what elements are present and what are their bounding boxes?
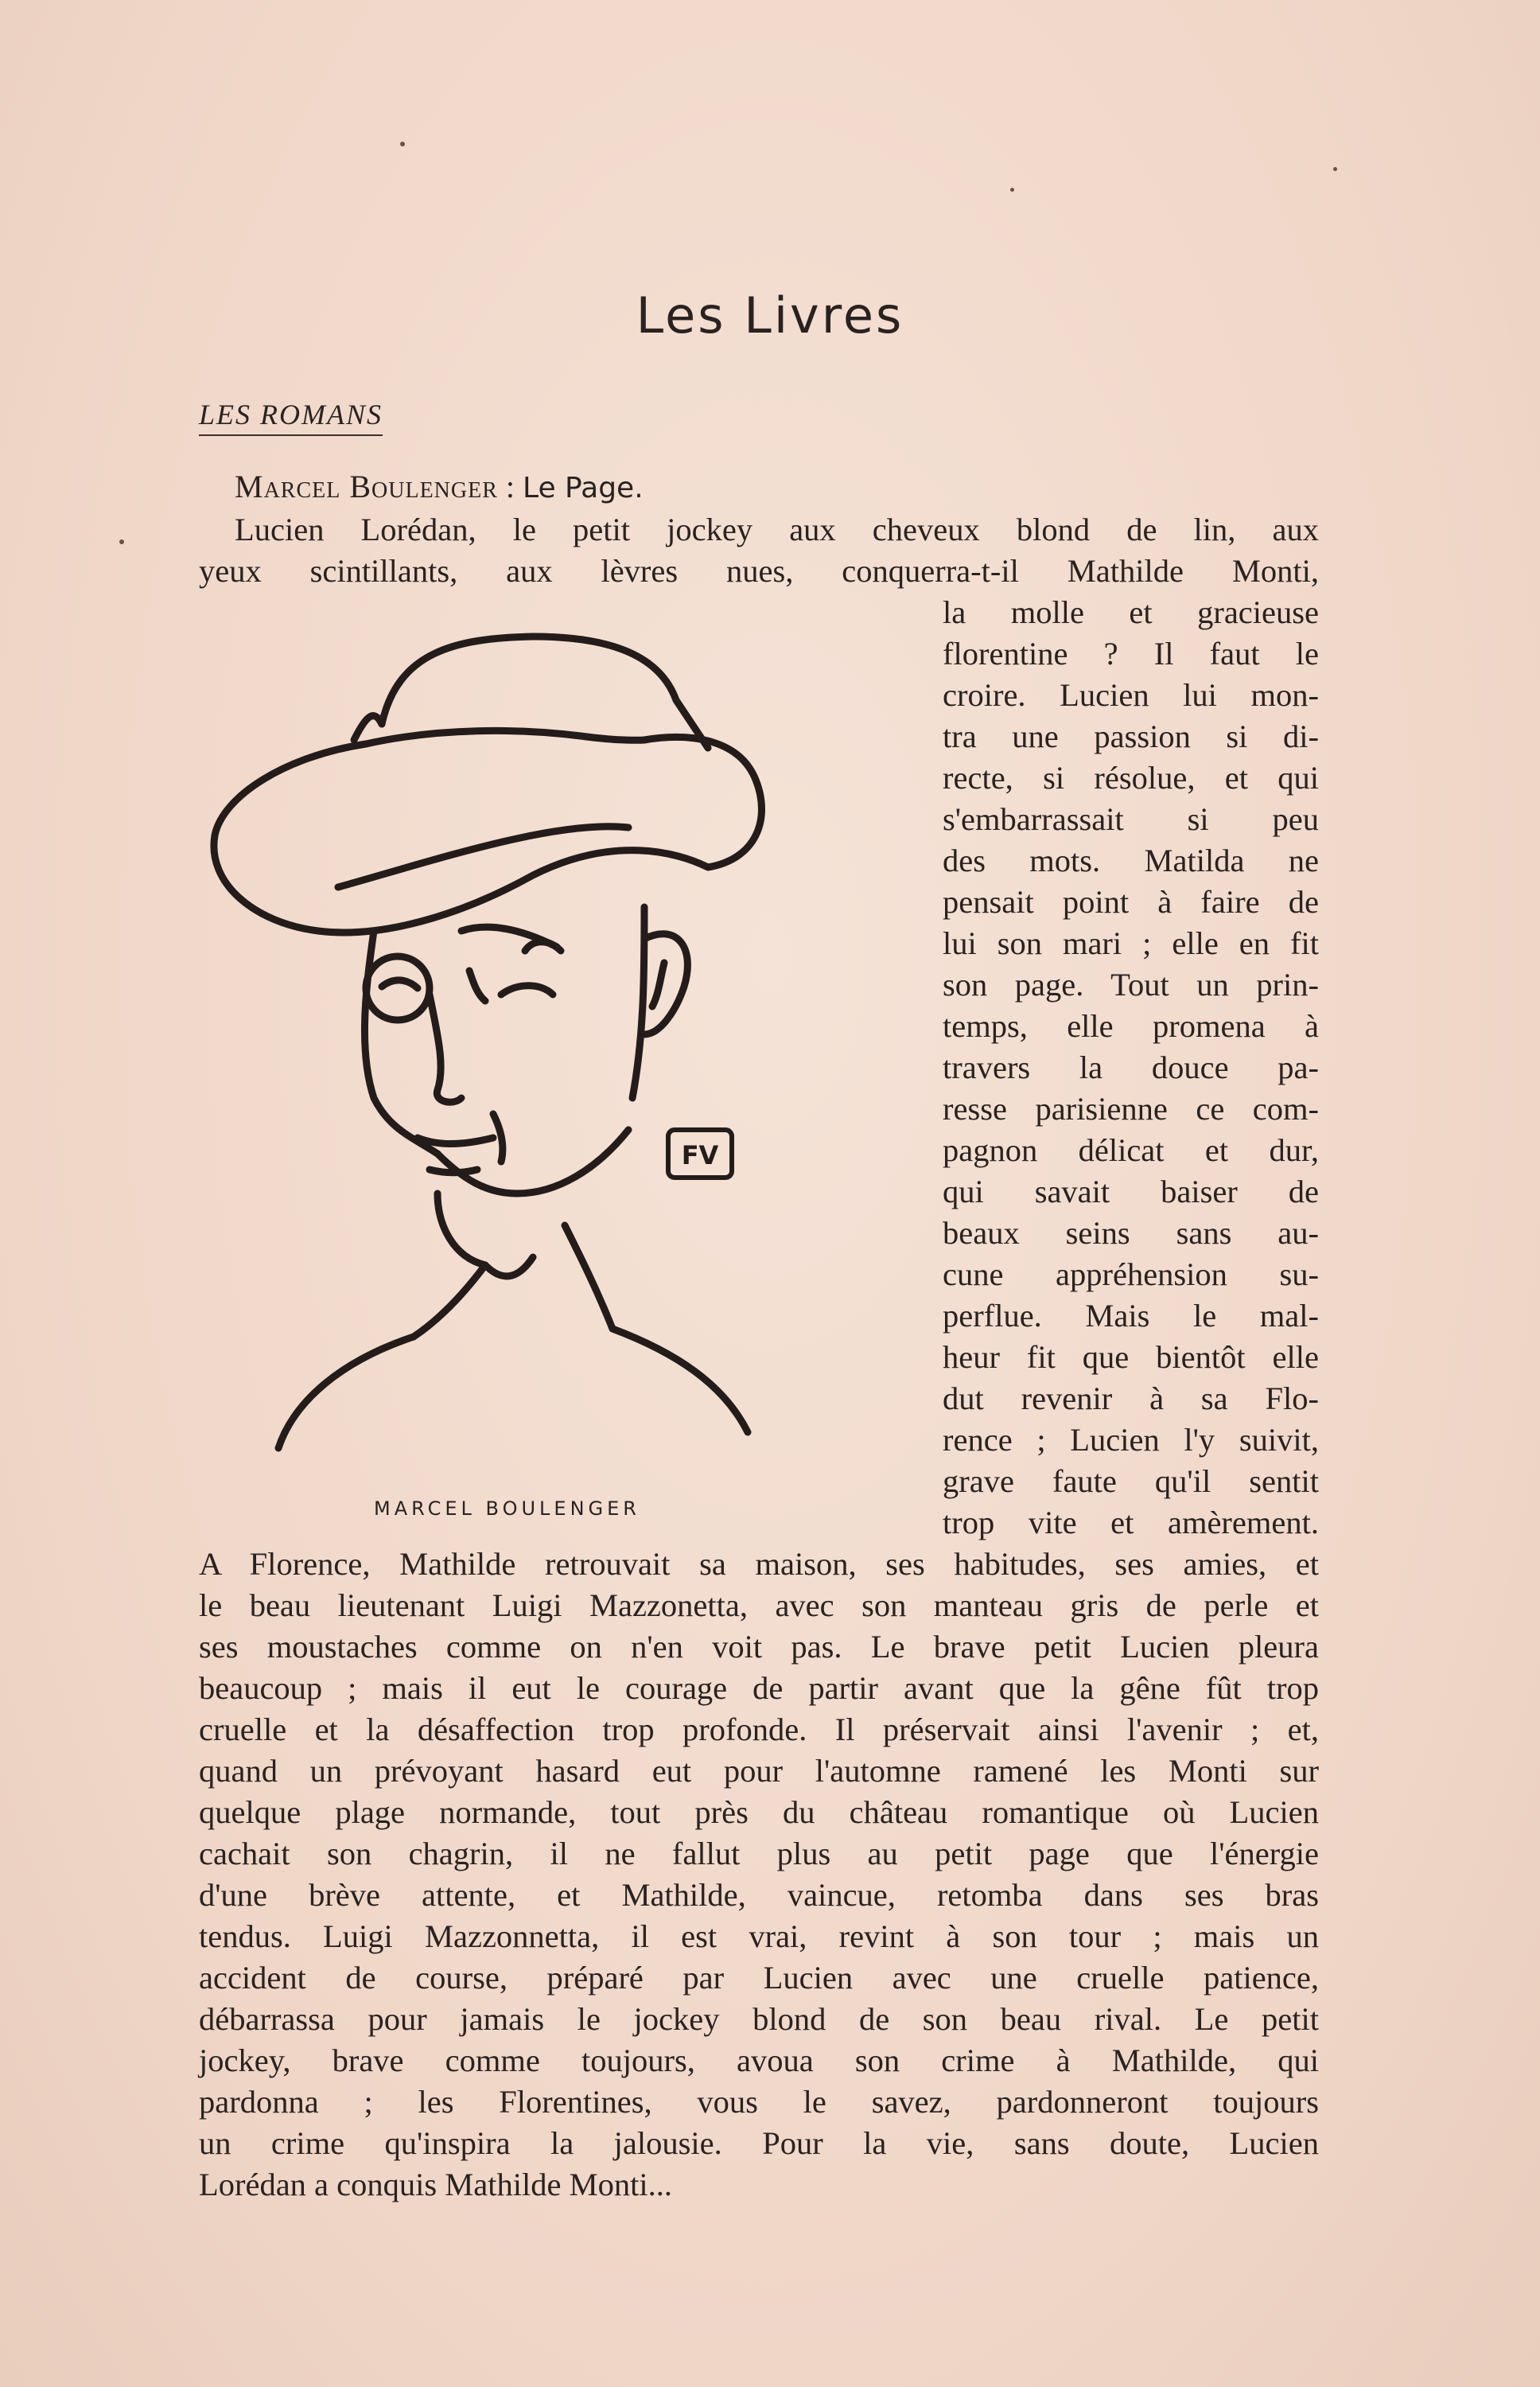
portrait-caption: MARCEL BOULENGER bbox=[374, 1497, 640, 1520]
entry-separator: : bbox=[505, 469, 515, 504]
text-line: ses moustaches comme on n'en voit pas. Le brave petit Lucien pleura bbox=[199, 1629, 1319, 1665]
text-line: s'embarrassait si peu bbox=[943, 801, 1319, 837]
text-line: croire. Lucien lui mon- bbox=[943, 677, 1319, 713]
text-line: son page. Tout un prin- bbox=[943, 967, 1319, 1003]
text-line: quand un prévoyant hasard eut pour l'automne ramené les Monti sur bbox=[199, 1753, 1319, 1789]
text-line: dut revenir à sa Flo- bbox=[943, 1380, 1319, 1416]
text-line: florentine ? Il faut le bbox=[943, 636, 1319, 672]
text-line: grave faute qu'il sentit bbox=[943, 1463, 1319, 1499]
text-line: d'une brève attente, et Mathilde, vaincue, retomba dans ses bras bbox=[199, 1877, 1319, 1913]
paper-speck bbox=[400, 142, 405, 146]
text-line: tra une passion si di- bbox=[943, 718, 1319, 754]
portrait-illustration bbox=[199, 621, 772, 1504]
text-line: cachait son chagrin, il ne fallut plus au petit page que l'énergie bbox=[199, 1836, 1319, 1871]
text-line: pagnon délicat et dur, bbox=[943, 1132, 1319, 1168]
text-line: un crime qu'inspira la jalousie. Pour la vie, sans doute, Lucien bbox=[199, 2125, 1319, 2161]
text-line: débarrassa pour jamais le jockey blond de son beau rival. Le petit bbox=[199, 2001, 1319, 2037]
text-line: Lorédan a conquis Mathilde Monti... bbox=[199, 2167, 673, 2202]
text-line: lui son mari ; elle en fit bbox=[943, 925, 1319, 961]
text-line: temps, elle promena à bbox=[943, 1008, 1319, 1044]
text-line: yeux scintillants, aux lèvres nues, conquerra-t-il Mathilde Monti, bbox=[199, 553, 1319, 589]
paper-speck bbox=[119, 539, 124, 544]
section-heading: LES ROMANS bbox=[199, 398, 383, 436]
text-line: travers la douce pa- bbox=[943, 1049, 1319, 1085]
text-line: pardonna ; les Florentines, vous le savez, pardonneront toujours bbox=[199, 2084, 1319, 2120]
text-line: des mots. Matilda ne bbox=[943, 843, 1319, 878]
text-line: Lucien Lorédan, le petit jockey aux cheveux blond de lin, aux bbox=[235, 512, 1319, 547]
text-line: recte, si résolue, et qui bbox=[943, 760, 1319, 796]
paper-speck bbox=[1333, 167, 1337, 171]
paper-speck bbox=[1010, 188, 1014, 192]
artist-monogram: FV bbox=[681, 1140, 719, 1170]
text-line: accident de course, préparé par Lucien avec une cruelle patience, bbox=[199, 1960, 1319, 1996]
text-line: beaux seins sans au- bbox=[943, 1215, 1319, 1251]
text-line: cune appréhension su- bbox=[943, 1256, 1319, 1292]
text-line: A Florence, Mathilde retrouvait sa maison, ses habitudes, ses amies, et bbox=[199, 1546, 1319, 1582]
text-line: pensait point à faire de bbox=[943, 884, 1319, 920]
page-title: Les Livres bbox=[636, 286, 904, 345]
text-line: rence ; Lucien l'y suivit, bbox=[943, 1422, 1319, 1458]
text-line: beaucoup ; mais il eut le courage de partir avant que la gêne fût trop bbox=[199, 1670, 1319, 1706]
book-entry bbox=[235, 468, 644, 505]
text-line: cruelle et la désaffection trop profonde. Il préservait ainsi l'avenir ; et, bbox=[199, 1711, 1319, 1747]
text-line: perflue. Mais le mal- bbox=[943, 1298, 1319, 1334]
book-title: Le Page. bbox=[523, 472, 644, 504]
text-line: resse parisienne ce com- bbox=[943, 1091, 1319, 1127]
text-line: la molle et gracieuse bbox=[943, 594, 1319, 630]
text-line: qui savait baiser de bbox=[943, 1174, 1319, 1209]
text-line: jockey, brave comme toujours, avoua son crime à Mathilde, qui bbox=[199, 2042, 1319, 2078]
book-author: Marcel Boulenger bbox=[235, 469, 498, 504]
text-line: heur fit que bientôt elle bbox=[943, 1339, 1319, 1375]
text-line: tendus. Luigi Mazzonnetta, il est vrai, revint à son tour ; mais un bbox=[199, 1918, 1319, 1954]
text-line: quelque plage normande, tout près du château romantique où Lucien bbox=[199, 1794, 1319, 1830]
text-line: le beau lieutenant Luigi Mazzonetta, avec son manteau gris de perle et bbox=[199, 1587, 1319, 1623]
text-line: trop vite et amèrement. bbox=[943, 1505, 1319, 1540]
